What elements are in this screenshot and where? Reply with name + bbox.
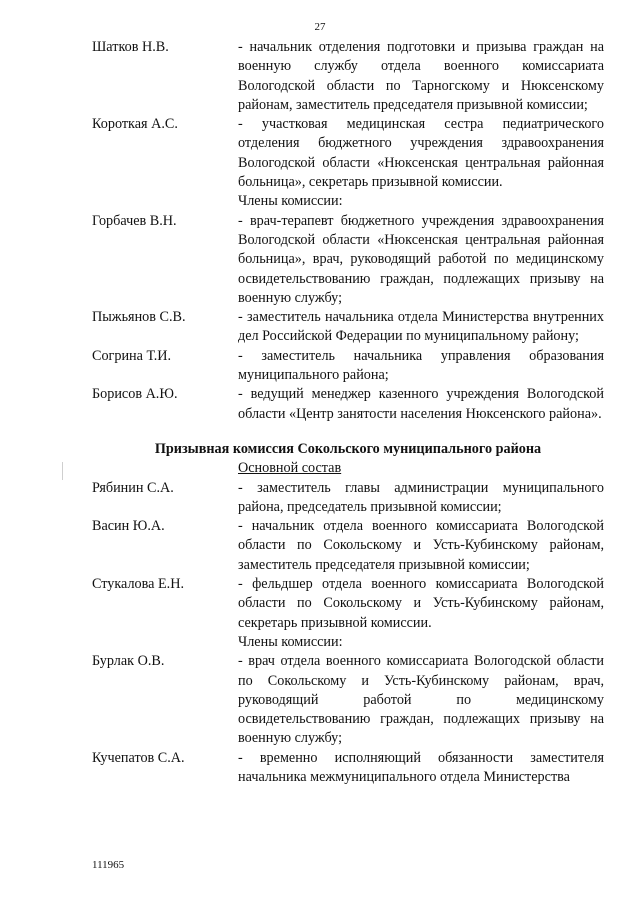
member-entry xyxy=(92,652,604,748)
person-name: Шатков Н.В. xyxy=(92,39,169,55)
person-name: Васин Ю.А. xyxy=(92,518,165,535)
official-entry xyxy=(92,38,604,115)
person-name: Борисов А.Ю. xyxy=(92,386,178,403)
page-number: 27 xyxy=(314,21,326,33)
person-role: - заместитель главы администрации муниципального района, председатель призывной комиссии; xyxy=(238,479,604,515)
composition-label: Основной состав xyxy=(238,460,342,477)
official-entry xyxy=(92,517,604,575)
member-entry xyxy=(92,347,604,386)
person-role: - заместитель начальника отдела Министерства внутренних дел Российской Федерации по муниципальному району; xyxy=(238,309,604,345)
person-role: - врач отдела военного комиссариата Вологодской области по Сокольскому и Усть-Кубинскому районам, врач, руководящий работой по медицинскому освидетельствованию граждан, подлежащих призыву на военную службу; xyxy=(238,653,604,747)
person-role: - начальник отдела военного комиссариата Вологодской области по Сокольскому и Усть-Кубинскому районам, заместитель председателя призывной комиссии; xyxy=(238,518,604,573)
member-entry xyxy=(92,212,604,308)
member-entry xyxy=(92,385,604,424)
members-label: Члены комиссии: xyxy=(238,193,343,210)
person-role: - временно исполняющий обязанности заместителя начальника межмуниципального отдела Министерства xyxy=(238,749,604,785)
person-role: - ведущий менеджер казенного учреждения Вологодской области «Центр занятости населения Нюксенского района». xyxy=(238,386,604,422)
person-role: - заместитель начальника управления образования муниципального района; xyxy=(238,347,604,384)
person-role: - врач-терапевт бюджетного учреждения здравоохранения Вологодской области «Нюксенская центральная районная больница», врач, руководящий работой по медицинскому освидетельствованию граждан, подлежащих призыву на военную службу; xyxy=(238,212,604,306)
person-role: - фельдшер отдела военного комиссариата Вологодской области по Сокольскому и Усть-Кубинскому районам, секретарь призывной комиссии. xyxy=(238,576,604,631)
document-code: 111965 xyxy=(92,859,125,871)
person-role: - участковая медицинская сестра педиатрического отделения бюджетного учреждения здравоохранения Вологодской области «Нюксенская центральная районная больница», секретарь призывной комиссии. xyxy=(238,116,604,191)
person-name: Короткая А.С. xyxy=(92,116,178,133)
official-entry xyxy=(92,479,604,518)
person-name: Горбачев В.Н. xyxy=(92,212,177,229)
person-name: Стукалова Е.Н. xyxy=(92,576,185,593)
person-name: Пыжьянов С.В. xyxy=(92,309,186,326)
official-entry xyxy=(92,575,604,633)
members-label: Члены комиссии: xyxy=(238,633,343,650)
person-name: Согрина Т.И. xyxy=(92,347,172,364)
document-body xyxy=(92,38,604,787)
person-name: Рябинин С.А. xyxy=(92,479,174,496)
margin-mark xyxy=(62,462,63,480)
person-name: Бурлак О.В. xyxy=(92,653,165,670)
person-role: - начальник отделения подготовки и призыва граждан на военную службу отдела военного комиссариата Вологодской области по Тарногскому и Нюксенскому районам, заместитель председателя призывной комиссии; xyxy=(238,39,604,113)
section-title: Призывная комиссия Сокольского муниципального района xyxy=(154,440,542,457)
member-entry xyxy=(92,749,604,788)
official-entry xyxy=(92,115,604,192)
member-entry xyxy=(92,308,604,347)
person-name: Кучепатов С.А. xyxy=(92,749,185,766)
